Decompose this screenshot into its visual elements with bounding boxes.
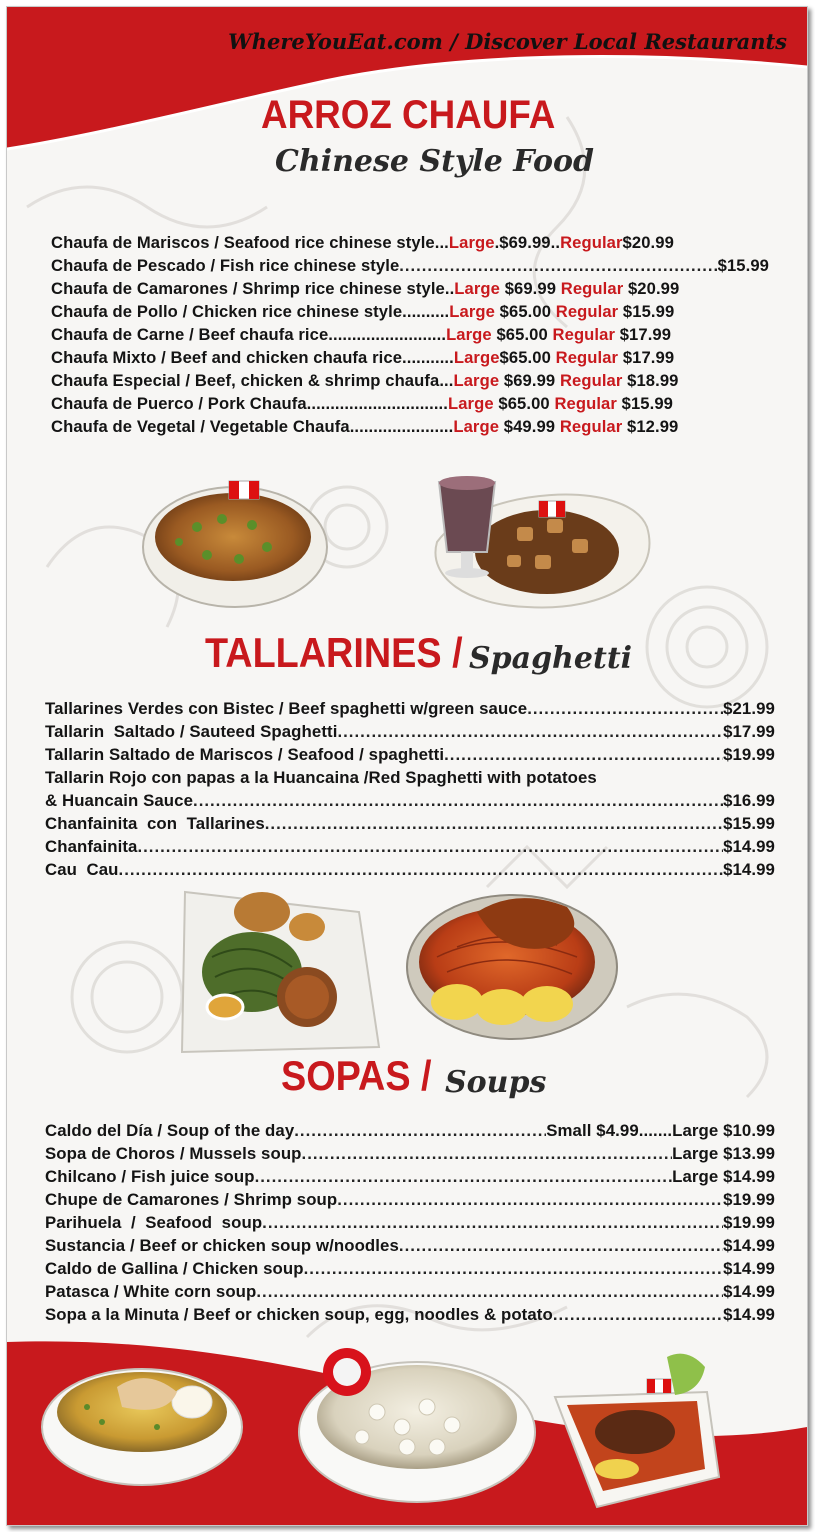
red-spaghetti-chicken-photo [407,895,617,1039]
menu-item: & Huancain Sauce ..... $16.99 [45,791,775,814]
white-corn-soup-photo [299,1348,535,1502]
menu-page [6,6,808,1526]
menu-item: Chupe de Camarones / Shrimp soup ..... $19.99 [45,1190,775,1213]
chaufa-plate-photo [143,481,327,607]
menu-item: Cau Cau ..... $14.99 [45,860,775,883]
menu-item: Patasca / White corn soup ..... $14.99 [45,1282,775,1305]
section-title-sopas: SOPAS / [281,1052,432,1099]
section-subtitle-sopas: Soups [445,1065,547,1100]
menu-item: Tallarin Saltado de Mariscos / Seafood / spaghetti ..... $19.99 [45,745,775,768]
chaufa-menu-list [51,233,769,440]
menu-item: Chaufa Especial / Beef, chicken & shrimp chaufa ... Large $69.99 Regular $18.99 [51,371,679,390]
menu-item: Sustancia / Beef or chicken soup w/noodles ..... $14.99 [45,1236,775,1259]
menu-item: Chaufa de Carne / Beef chaufa rice ......................... Large $65.00 Regular $17.99 [51,325,672,344]
menu-item: Chilcano / Fish juice soup ..... Large $14.99 [45,1167,775,1190]
menu-item: Sopa de Choros / Mussels soup ..... Large $13.99 [45,1144,775,1167]
green-spaghetti-photo [182,892,379,1052]
menu-item: Caldo del Día / Soup of the day ..... Small $4.99 ....... Large $10.99 [45,1121,775,1144]
menu-item: Parihuela / Seafood soup ..... $19.99 [45,1213,775,1236]
chicken-soup-bowl-photo [42,1369,242,1485]
menu-item: Sopa a la Minuta / Beef or chicken soup, egg, noodles & potato ..... $14.99 [45,1305,775,1328]
menu-item: Chaufa de Mariscos / Seafood rice chinese style ... Large .$69.99 .. Regular $20.99 [51,233,674,252]
section-subtitle-tallarines: Spaghetti [469,641,633,676]
chaufa-with-drink-photo [435,476,649,607]
menu-item: Chanfainita con Tallarines ..... $15.99 [45,814,775,837]
menu-item: Chaufa de Pollo / Chicken rice chinese style .......... Large $65.00 Regular $15.99 [51,302,675,321]
menu-item: Chaufa de Puerco / Pork Chaufa .............................. Large $65.00 Regular $15.99 [51,394,673,413]
watermark-text: WhereYouEat.com / Discover Local Restaurants [228,29,787,54]
sopas-menu-list [45,1121,775,1328]
tallarines-menu-list [45,699,775,883]
menu-item: Chaufa Mixto / Beef and chicken chaufa rice ........... Large $65.00 Regular $17.99 [51,348,675,367]
section-subtitle-chaufa: Chinese Style Food [275,144,594,179]
menu-item: Caldo de Gallina / Chicken soup ..... $14.99 [45,1259,775,1282]
section-title-chaufa: ARROZ CHAUFA [261,93,556,137]
menu-item: Tallarin Saltado / Sauteed Spaghetti ..... $17.99 [45,722,775,745]
menu-item: Chanfainita ..... $14.99 [45,837,775,860]
section-title-tallarines: TALLARINES / [205,629,463,676]
menu-item-description-line: Tallarin Rojo con papas a la Huancaina /Red Spaghetti with potatoes [45,768,597,787]
menu-item: Chaufa de Pescado / Fish rice chinese style ..... $15.99 [51,256,769,279]
menu-item: Tallarines Verdes con Bistec / Beef spaghetti w/green sauce ..... $21.99 [45,699,775,722]
menu-item: Chaufa de Vegetal / Vegetable Chaufa ...................... Large $49.99 Regular $12.99 [51,417,679,436]
menu-item: Chaufa de Camarones / Shrimp rice chinese style .. Large $69.99 Regular $20.99 [51,279,680,298]
